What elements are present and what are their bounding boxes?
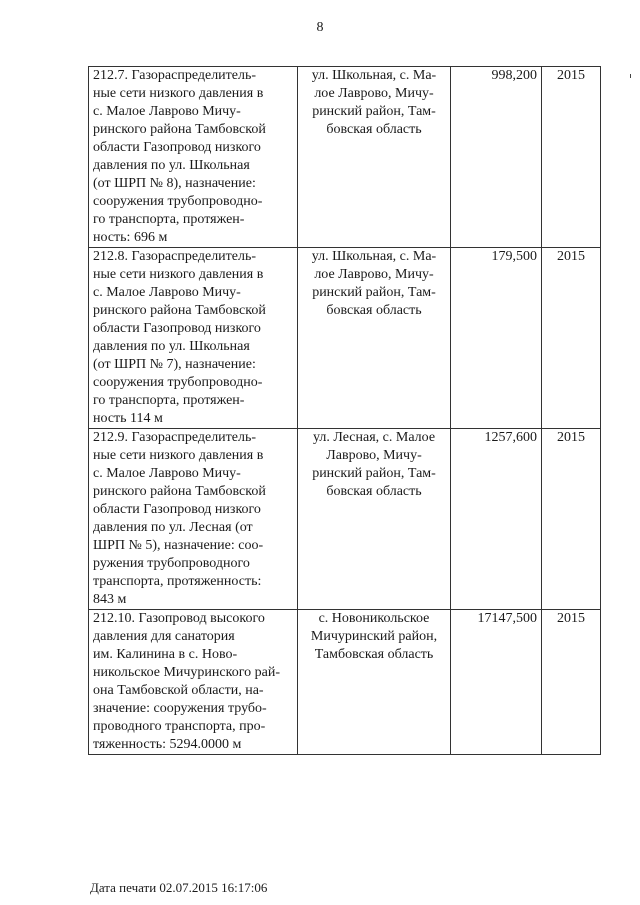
address-line: бовская область: [326, 484, 422, 499]
address-line: бовская область: [326, 122, 422, 137]
object-description: [89, 67, 298, 248]
description-line: 212.10. Газопровод высокого: [93, 611, 265, 626]
object-address: [298, 610, 451, 755]
table-row: [89, 248, 601, 429]
object-description: [89, 429, 298, 610]
margin-mark: [630, 74, 631, 78]
object-description: [89, 610, 298, 755]
description-line: ринского района Тамбовской: [93, 484, 266, 499]
table-row: [89, 67, 601, 248]
description-line: ные сети низкого давления в: [93, 448, 264, 463]
description-line: 212.9. Газораспределитель-: [93, 430, 257, 445]
address-line: ринский район, Там-: [312, 285, 436, 300]
print-date: Дата печати 02.07.2015 16:17:06: [90, 880, 268, 895]
object-address: [298, 248, 451, 429]
address-line: Тамбовская область: [314, 647, 434, 662]
object-description: [89, 248, 298, 429]
description-line: 212.7. Газораспределитель-: [93, 68, 257, 83]
address-line: с. Новоникольское: [318, 611, 430, 626]
page-number: 8: [316, 20, 324, 35]
description-line: им. Калинина в с. Ново-: [93, 647, 238, 662]
object-year: 2015: [542, 429, 601, 610]
description-line: давления для санатория: [93, 629, 235, 644]
object-value: 1257,600: [451, 429, 542, 610]
table-row: [89, 429, 601, 610]
object-year: 2015: [542, 67, 601, 248]
description-line: с. Малое Лаврово Мичу-: [93, 466, 241, 481]
description-line: ность: 696 м: [93, 230, 168, 245]
property-table-body: [89, 67, 601, 755]
property-table: [88, 66, 601, 755]
address-line: ул. Лесная, с. Малое: [312, 430, 436, 445]
description-line: области Газопровод низкого: [93, 502, 261, 517]
address-line: ул. Школьная, с. Ма-: [311, 68, 437, 83]
description-line: тяженность: 5294.0000 м: [93, 737, 242, 752]
object-address: [298, 67, 451, 248]
description-line: (от ШРП № 8), назначение:: [93, 176, 256, 191]
description-line: (от ШРП № 7), назначение:: [93, 357, 256, 372]
description-line: с. Малое Лаврово Мичу-: [93, 104, 241, 119]
description-line: го транспорта, протяжен-: [93, 212, 245, 227]
address-line: Лаврово, Мичу-: [326, 448, 422, 463]
object-value: 179,500: [451, 248, 542, 429]
address-line: лое Лаврово, Мичу-: [314, 86, 434, 101]
description-line: области Газопровод низкого: [93, 140, 261, 155]
description-line: с. Малое Лаврово Мичу-: [93, 285, 241, 300]
address-line: ринский район, Там-: [312, 104, 436, 119]
description-line: проводного транспорта, про-: [93, 719, 266, 734]
description-line: сооружения трубопроводно-: [93, 194, 263, 209]
address-line: бовская область: [326, 303, 422, 318]
description-line: давления по ул. Лесная (от: [93, 520, 253, 535]
description-line: области Газопровод низкого: [93, 321, 261, 336]
object-value: 17147,500: [451, 610, 542, 755]
description-line: ружения трубопроводного: [93, 556, 250, 571]
description-line: сооружения трубопроводно-: [93, 375, 263, 390]
description-line: ринского района Тамбовской: [93, 122, 266, 137]
description-line: никольское Мичуринского рай-: [93, 665, 280, 680]
description-line: ринского района Тамбовской: [93, 303, 266, 318]
object-year: 2015: [542, 610, 601, 755]
table-row: [89, 610, 601, 755]
description-line: значение: сооружения трубо-: [93, 701, 267, 716]
description-line: давления по ул. Школьная: [93, 158, 250, 173]
description-line: она Тамбовской области, на-: [93, 683, 264, 698]
description-line: 843 м: [93, 592, 127, 607]
description-line: ные сети низкого давления в: [93, 86, 264, 101]
description-line: го транспорта, протяжен-: [93, 393, 245, 408]
description-line: ность 114 м: [93, 411, 163, 426]
object-value: 998,200: [451, 67, 542, 248]
description-line: 212.8. Газораспределитель-: [93, 249, 257, 264]
description-line: ШРП № 5), назначение: соо-: [93, 538, 264, 553]
address-line: ринский район, Там-: [312, 466, 436, 481]
object-year: 2015: [542, 248, 601, 429]
address-line: лое Лаврово, Мичу-: [314, 267, 434, 282]
description-line: ные сети низкого давления в: [93, 267, 264, 282]
object-address: [298, 429, 451, 610]
description-line: транспорта, протяженность:: [93, 574, 262, 589]
address-line: Мичуринский район,: [310, 629, 438, 644]
address-line: ул. Школьная, с. Ма-: [311, 249, 437, 264]
description-line: давления по ул. Школьная: [93, 339, 250, 354]
